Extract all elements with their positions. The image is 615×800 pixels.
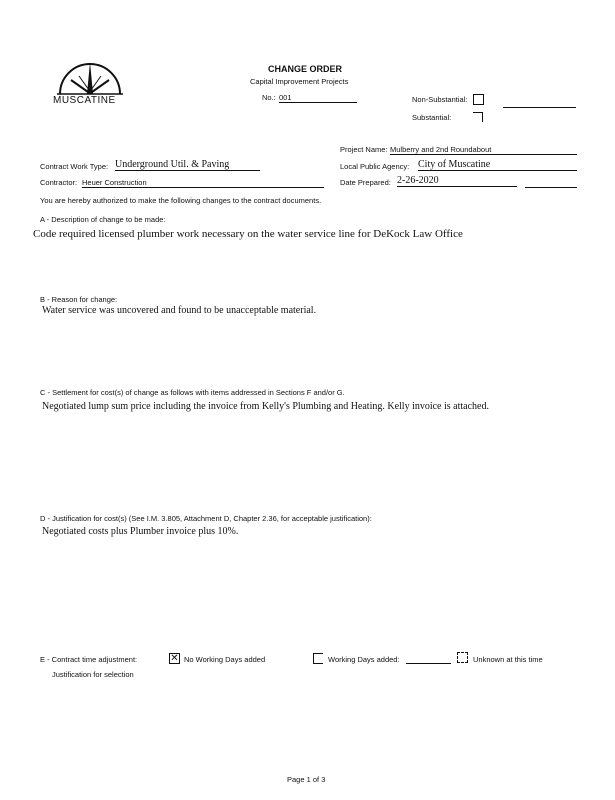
substantial-checkbox[interactable]: [473, 112, 483, 122]
project-name-value: Mulberry and 2nd Roundabout: [390, 145, 577, 155]
section-a-label: A - Description of change to be made:: [40, 215, 166, 224]
unknown-checkbox[interactable]: [457, 652, 468, 663]
section-d-text: Negotiated costs plus Plumber invoice plus 10%.: [42, 526, 239, 537]
unknown-label: Unknown at this time: [473, 655, 543, 664]
page-subtitle: Capital Improvement Projects: [250, 77, 349, 86]
work-type-value: Underground Util. & Paving: [115, 159, 260, 171]
days-added-field[interactable]: [406, 663, 451, 664]
page-number: Page 1 of 3: [287, 775, 326, 784]
justification-label: Justification for selection: [52, 670, 134, 679]
non-substantial-label: Non-Substantial:: [412, 95, 468, 104]
days-added-checkbox[interactable]: [313, 653, 323, 664]
time-adjustment-label: E - Contract time adjustment:: [40, 655, 138, 664]
no-days-label: No Working Days added: [184, 655, 266, 664]
days-added-label: Working Days added:: [328, 655, 400, 664]
date-label: Date Prepared:: [340, 178, 391, 187]
date-value: 2-26-2020: [397, 175, 517, 187]
agency-label: Local Public Agency:: [340, 162, 410, 171]
substantial-label: Substantial:: [412, 113, 452, 122]
x-mark-icon: ✕: [170, 653, 179, 664]
section-c-text: Negotiated lump sum price including the invoice from Kelly's Plumbing and Heating. Kelly invoice is attached.: [42, 401, 489, 412]
section-b-label: B - Reason for change:: [40, 295, 118, 304]
logo-text: MUSCATINE: [53, 95, 116, 106]
section-d-label: D - Justification for cost(s) (See I.M. 3.805, Attachment D, Chapter 2.36, for acceptable justification):: [40, 514, 372, 523]
work-type-label: Contract Work Type:: [40, 162, 109, 171]
intro-text: You are hereby authorized to make the following changes to the contract documents.: [40, 196, 322, 205]
contractor-value: Heuer Construction: [82, 178, 324, 188]
non-substantial-checkbox[interactable]: [473, 94, 484, 105]
no-days-checkbox[interactable]: [169, 653, 180, 664]
agency-value: City of Muscatine: [418, 159, 577, 171]
contractor-label: Contractor:: [40, 178, 78, 187]
no-label: No.:: [262, 93, 276, 102]
section-b-text: Water service was uncovered and found to be unacceptable material.: [42, 305, 317, 316]
section-c-label: C - Settlement for cost(s) of change as follows with items addressed in Sections F and/or G.: [40, 388, 345, 397]
section-a-text: Code required licensed plumber work necessary on the water service line for DeKock Law Office: [33, 228, 463, 240]
project-name-label: Project Name:: [340, 145, 388, 154]
change-order-number: 001: [279, 93, 357, 103]
page-title: CHANGE ORDER: [268, 64, 343, 74]
